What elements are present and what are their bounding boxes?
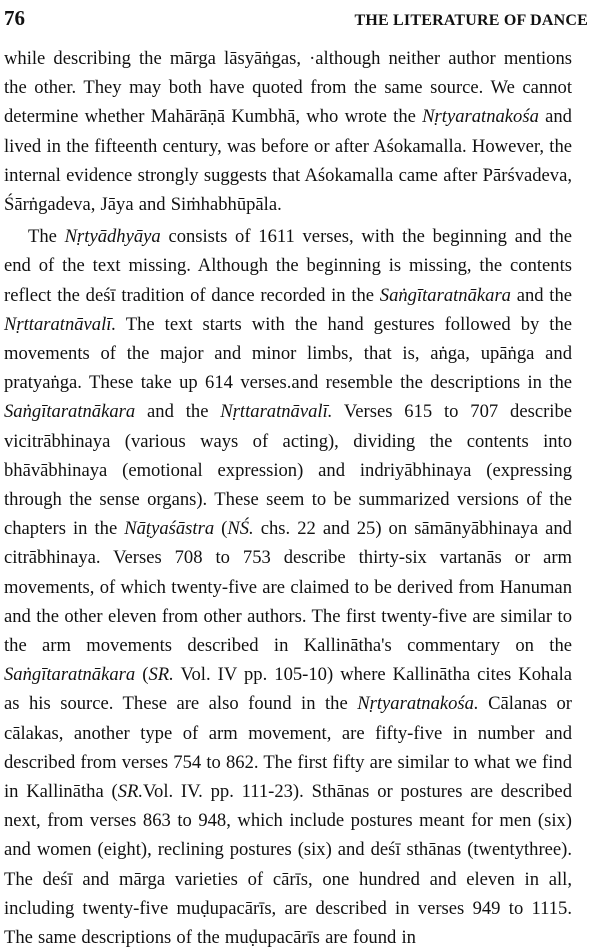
- text-segment: (: [214, 518, 228, 540]
- text-segment: chs. 22 and 25) on sāmānyābhinaya and citrābhinaya. Verses 708 to 753 describe thirty-six vartanās or arm movements, of which twenty-five are claimed to be derived from Hanuman and the other eleven from other authors. The first twenty-five are similar to the arm movements described in Kallinātha's commentary on the: [4, 518, 572, 657]
- italic-text: Saṅgītaratnākara: [4, 664, 136, 686]
- italic-text: Nṛtyaratnakośa: [422, 106, 539, 128]
- text-segment: and lived in the fifteenth century, was before or after Aśokamalla. However, the internal evidence strongly suggests that Aśokamalla came after Pārśvadeva, Śārṅgadeva, Jāya and Siṁhabhūpāla.: [4, 106, 572, 216]
- italic-text: Saṅgītaratnākara: [379, 284, 511, 306]
- text-segment: and the: [135, 401, 221, 423]
- body-text: [4, 44, 572, 952]
- text-segment: The text starts with the hand gestures followed by the movements of the major and minor limbs, that is, aṅga, upāṅga and pratyaṅga. These take up 614 verses.and resemble the descriptions in the: [4, 313, 572, 394]
- text-segment: Vol. IV pp. 105-10) where Kallinātha cites Kohala as his source. These are also found in the: [4, 664, 572, 715]
- italic-text: Saṅgītaratnākara: [4, 401, 136, 423]
- text-segment: (: [135, 664, 149, 686]
- text-segment: consists of 1611 verses, with the beginning and the end of the text missing. Although the beginning is missing, the contents reflect the deśī tradition of dance recorded in the: [4, 226, 572, 306]
- italic-text: SR.: [148, 664, 174, 686]
- text-segment: and the: [510, 284, 573, 306]
- page-header: [4, 6, 588, 34]
- paragraph: [4, 222, 572, 952]
- italic-text: SR.: [117, 781, 143, 803]
- text-segment: The: [28, 226, 65, 248]
- italic-text: Nāṭyaśāstra: [124, 518, 215, 540]
- page-number: 76: [4, 6, 25, 30]
- italic-text: Nṛttaratnāvalī.: [220, 401, 333, 423]
- italic-text: Nṛttaratnāvalī.: [4, 313, 117, 335]
- text-segment: Cālanas or cālakas, another type of arm movement, are fifty-five in number and described from verses 754 to 862. The first fifty are similar to what we find in Kallinātha (: [4, 693, 572, 803]
- paragraph: [4, 44, 572, 219]
- text-segment: while describing the mārga lāsyāṅgas, ·although neither author mentions the other. They may both have quoted from the same source. We cannot determine whether Mahārāṇā Kumbhā, who wrote the: [4, 48, 572, 128]
- running-head: THE LITERATURE OF DANCE: [354, 12, 588, 29]
- text-segment: Verses 615 to 707 describe vicitrābhinaya (various ways of acting), dividing the contents into bhāvābhinaya (emotional expression) and indriyābhinaya (expressing through the sense organs). These seem to be summarized versions of the chapters in the: [4, 401, 572, 540]
- italic-text: NŚ.: [227, 518, 254, 540]
- text-segment: Vol. IV. pp. 111-23). Sthānas or postures are described next, from verses 863 to 948, which include postures meant for men (six) and women (eight), reclining postures (six) and deśī sthānas (twentythree). The deśī and mārga varieties of cārīs, one hundred and eleven in all, including twenty-five muḍupacārīs, are described in verses 949 to 1115. The same descriptions of the muḍupacārīs are found in: [4, 781, 572, 949]
- italic-text: Nṛtyādhyāya: [64, 226, 161, 248]
- italic-text: Nṛtyaratnakośa.: [357, 693, 479, 715]
